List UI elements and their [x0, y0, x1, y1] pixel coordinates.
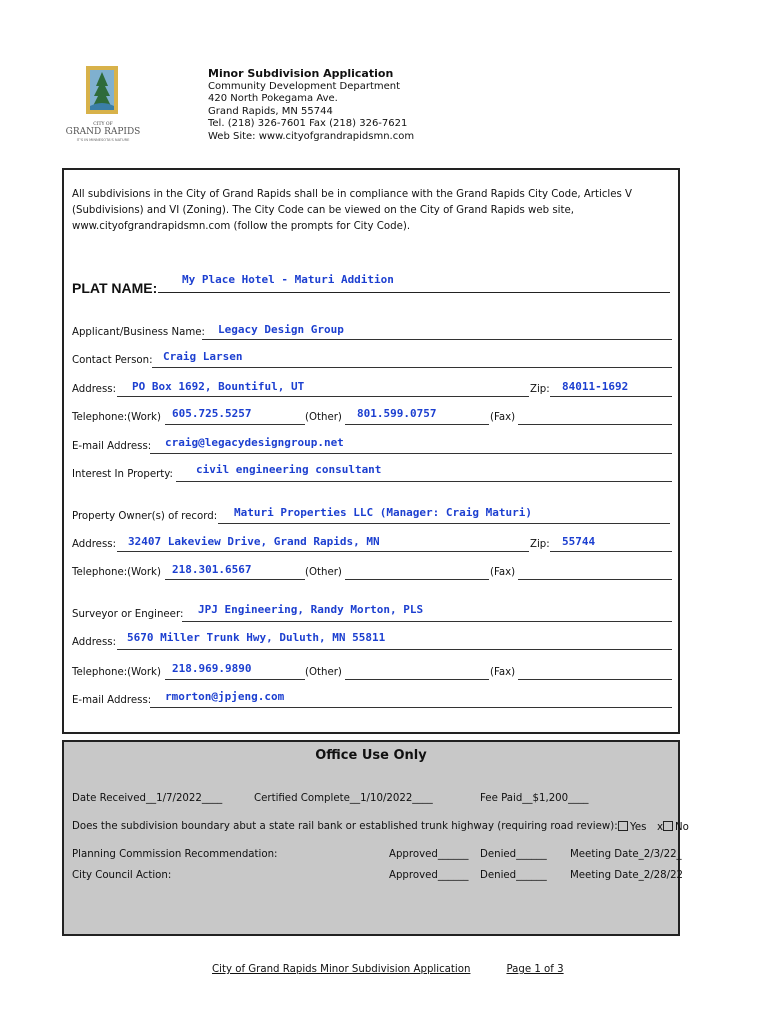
surveyor-value[interactable]: JPJ Engineering, Randy Morton, PLS — [198, 603, 424, 616]
owner-fax-label: (Fax) — [490, 567, 516, 578]
applicant-tel-other-value[interactable]: 801.599.0757 — [357, 407, 437, 420]
surveyor-address-value[interactable]: 5670 Miller Trunk Hwy, Duluth, MN 55811 — [127, 631, 386, 644]
applicant-name-line — [202, 339, 672, 340]
applicant-email-label: E-mail Address: — [72, 441, 152, 452]
surveyor-tel-work-line — [165, 679, 305, 680]
owner-line — [218, 523, 670, 524]
planning-approved: Approved______ — [389, 849, 469, 860]
owner-tel-other-label: (Other) — [305, 567, 342, 578]
city-logo — [66, 66, 140, 144]
owner-tel-work-label: Telephone:(Work) — [72, 567, 161, 578]
applicant-tel-other-label: (Other) — [305, 412, 342, 423]
road-review-question: Does the subdivision boundary abut a state rail bank or established trunk highway (requiring road review): — [72, 821, 618, 832]
footer-title: City of Grand Rapids Minor Subdivision Application — [212, 964, 471, 975]
applicant-tel-work-label: Telephone:(Work) — [72, 412, 161, 423]
form-title: Minor Subdivision Application — [208, 67, 394, 80]
contact-person-value[interactable]: Craig Larsen — [163, 350, 243, 363]
owner-tel-work-value[interactable]: 218.301.6567 — [172, 563, 252, 576]
applicant-address-value[interactable]: PO Box 1692, Bountiful, UT — [132, 380, 305, 393]
tree-logo-icon — [66, 66, 140, 144]
applicant-tel-work-value[interactable]: 605.725.5257 — [172, 407, 252, 420]
applicant-email-line — [150, 453, 672, 454]
phone-fax: Tel. (218) 326-7601 Fax (218) 326-7621 — [208, 118, 408, 130]
surveyor-fax-line[interactable] — [518, 679, 672, 680]
plat-name-label: PLAT NAME: — [72, 280, 158, 296]
footer — [212, 964, 564, 975]
letterhead — [208, 68, 414, 144]
surveyor-line — [182, 621, 672, 622]
contact-person-line — [152, 367, 672, 368]
council-denied: Denied______ — [480, 870, 547, 881]
applicant-zip-label: Zip: — [530, 384, 550, 395]
fee-paid: Fee Paid__$1,200____ — [480, 793, 589, 804]
contact-person-label: Contact Person: — [72, 355, 153, 366]
plat-name-value[interactable]: My Place Hotel - Maturi Addition — [182, 273, 394, 286]
certified-complete: Certified Complete__1/10/2022____ — [254, 793, 433, 804]
planning-commission-label: Planning Commission Recommendation: — [72, 849, 278, 860]
dept-name: Community Development Department — [208, 80, 401, 92]
applicant-address-line — [117, 396, 529, 397]
plat-name-line — [158, 292, 670, 293]
interest-value[interactable]: civil engineering consultant — [196, 463, 382, 476]
surveyor-address-line — [117, 649, 672, 650]
svg-text:CITY OF: CITY OF — [93, 122, 113, 127]
owner-address-label: Address: — [72, 539, 117, 550]
surveyor-fax-label: (Fax) — [490, 667, 516, 678]
applicant-address-label: Address: — [72, 384, 117, 395]
intro-text: All subdivisions in the City of Grand Rapids shall be in compliance with the Grand Rapids City Code, Articles V (Subdivisions) and VI (Zoning). The City Code can be viewed on the City of Grand Rapids web site, www.cityofgrandrapidsmn.com (follow the prompts for City Code). — [72, 189, 633, 232]
applicant-fax-label: (Fax) — [490, 412, 516, 423]
svg-text:GRAND RAPIDS: GRAND RAPIDS — [66, 127, 140, 137]
applicant-fax-line[interactable] — [518, 424, 672, 425]
council-approved: Approved______ — [389, 870, 469, 881]
yes-option[interactable] — [618, 821, 646, 833]
surveyor-address-label: Address: — [72, 637, 117, 648]
office-use-title: Office Use Only — [315, 748, 427, 763]
owner-zip-value[interactable]: 55744 — [562, 535, 596, 548]
interest-line — [176, 481, 672, 482]
website: Web Site: www.cityofgrandrapidsmn.com — [208, 130, 415, 142]
owner-zip-line — [550, 551, 672, 552]
svg-text:IT'S IN MINNESOTA'S NATURE: IT'S IN MINNESOTA'S NATURE — [76, 138, 130, 142]
owner-value[interactable]: Maturi Properties LLC (Manager: Craig Maturi) — [234, 506, 533, 519]
no-mark: x — [657, 822, 664, 833]
planning-meeting-date: Meeting Date_2/3/22_ — [570, 849, 682, 860]
owner-zip-label: Zip: — [530, 539, 550, 550]
owner-tel-work-line — [165, 579, 305, 580]
applicant-name-value[interactable]: Legacy Design Group — [218, 323, 344, 336]
yes-label: Yes — [630, 822, 647, 833]
city-state-zip: Grand Rapids, MN 55744 — [208, 105, 333, 117]
planning-denied: Denied______ — [480, 849, 547, 860]
page-number: Page 1 of 3 — [506, 964, 564, 975]
office-use-box — [62, 740, 680, 936]
applicant-tel-work-line — [165, 424, 305, 425]
surveyor-tel-other-line[interactable] — [345, 679, 489, 680]
surveyor-tel-work-value[interactable]: 218.969.9890 — [172, 662, 252, 675]
interest-label: Interest In Property: — [72, 469, 173, 480]
no-option[interactable] — [657, 821, 689, 833]
street-address: 420 North Pokegama Ave. — [208, 93, 338, 105]
surveyor-tel-other-label: (Other) — [305, 667, 342, 678]
owner-address-value[interactable]: 32407 Lakeview Drive, Grand Rapids, MN — [128, 535, 380, 548]
surveyor-tel-work-label: Telephone:(Work) — [72, 667, 161, 678]
applicant-zip-line — [550, 396, 672, 397]
surveyor-email-line — [150, 707, 672, 708]
owner-fax-line[interactable] — [518, 579, 672, 580]
city-council-label: City Council Action: — [72, 870, 172, 881]
applicant-zip-value[interactable]: 84011-1692 — [562, 380, 629, 393]
yes-checkbox-icon[interactable] — [618, 821, 628, 831]
applicant-name-label: Applicant/Business Name: — [72, 327, 205, 338]
no-checkbox-icon[interactable] — [663, 821, 673, 831]
applicant-email-value[interactable]: craig@legacydesigngroup.net — [165, 436, 344, 449]
owner-label: Property Owner(s) of record: — [72, 511, 218, 522]
council-meeting-date: Meeting Date_2/28/22 — [570, 870, 684, 881]
surveyor-email-label: E-mail Address: — [72, 695, 152, 706]
surveyor-label: Surveyor or Engineer: — [72, 609, 184, 620]
date-received: Date Received__1/7/2022____ — [72, 793, 223, 804]
owner-tel-other-line[interactable] — [345, 579, 489, 580]
no-label: No — [675, 822, 689, 833]
applicant-tel-other-line — [345, 424, 489, 425]
owner-address-line — [117, 551, 529, 552]
surveyor-email-value[interactable]: rmorton@jpjeng.com — [165, 690, 285, 703]
